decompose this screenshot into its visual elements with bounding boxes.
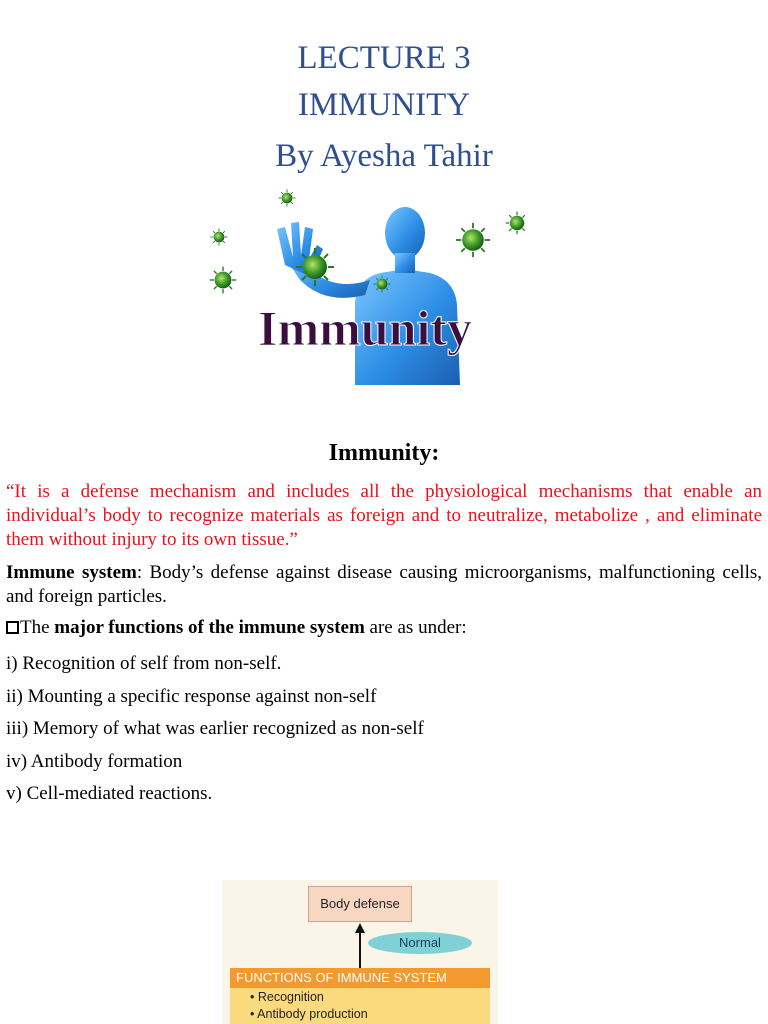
body-defense-box: Body defense: [308, 886, 412, 922]
functions-intro: [6, 616, 762, 640]
lecture-number: LECTURE 3: [297, 40, 471, 76]
functions-items: [230, 988, 490, 1024]
intro-before: The: [20, 617, 55, 638]
lecture-topic: IMMUNITY: [297, 87, 471, 123]
immunity-definition: “It is a defense mechanism and includes all the physiological mechanisms that enable an individual’s body to recognize materials as foreign and to neutralize, metabolize , and eliminate them without injury to its own tissue.”: [6, 481, 762, 550]
lecture-author: By Ayesha Tahir: [275, 138, 493, 174]
virus-icon: [210, 267, 237, 294]
immune-system-definition: [6, 561, 762, 609]
virus-icon: [210, 228, 227, 245]
immune-system-term: Immune system: [6, 562, 137, 583]
section-heading: Immunity:: [328, 440, 440, 466]
immunity-illustration: [205, 185, 525, 385]
list-item: iii) Memory of what was earlier recognized as non-self: [6, 718, 424, 739]
list-item: • Recognition: [250, 990, 324, 1004]
functions-list: [6, 648, 424, 811]
functions-header: FUNCTIONS OF IMMUNE SYSTEM: [230, 968, 490, 988]
list-item: i) Recognition of self from non-self.: [6, 653, 282, 674]
list-item: v) Cell-mediated reactions.: [6, 783, 213, 804]
virus-icon: [278, 189, 295, 206]
intro-bold: major functions of the immune system: [54, 617, 365, 638]
arrow-shaft: [359, 932, 361, 968]
list-item: iv) Antibody formation: [6, 750, 183, 772]
immunity-word: Immunity: [258, 300, 472, 356]
immune-system-text: : Body’s defense against disease causing microorganisms, malfunctioning cells, and foreign particles.: [6, 562, 762, 607]
virus-icon: [506, 212, 525, 235]
virus-icon: [456, 223, 490, 257]
list-item: ii) Mounting a specific response against non-self: [6, 685, 377, 707]
list-item: • Antibody production: [250, 1007, 368, 1021]
intro-after: are as under:: [364, 617, 467, 638]
checkbox-bullet-icon: [6, 621, 19, 634]
person-figure: [277, 207, 460, 385]
immune-functions-diagram: [222, 880, 498, 1024]
normal-label: Normal: [368, 932, 472, 954]
